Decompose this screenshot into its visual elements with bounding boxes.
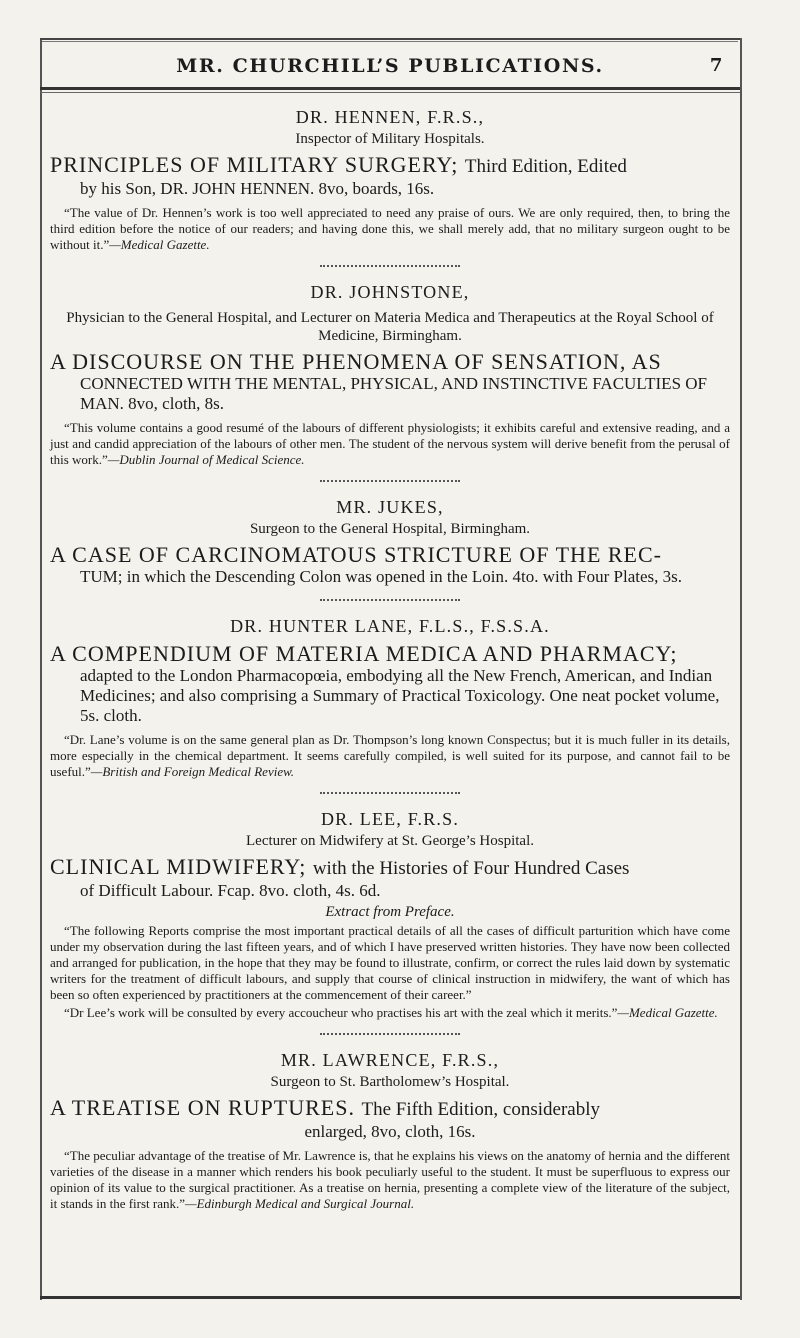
author-name: DR. HENNEN, F.R.S., (295, 107, 485, 127)
entry-hunter-lane (50, 615, 730, 780)
review-source: —Edinburgh Medical and Surgical Journal. (185, 1196, 415, 1211)
page-number: 7 (709, 55, 724, 76)
page-content (50, 106, 730, 1212)
author-name: MR. JUKES, (336, 497, 444, 517)
author-role: Physician to the General Hospital, and Lecturer on Materia Medica and Therapeutics at the Royal School of Medicine, Birmingham. (66, 310, 714, 344)
review-source: —British and Foreign Medical Review. (90, 764, 295, 779)
review-source: —Dublin Journal of Medical Science. (107, 452, 305, 467)
book-details: by his Son, DR. JOHN HENNEN. 8vo, boards, 16s. (80, 179, 435, 198)
book-details: of Difficult Labour. Fcap. 8vo. cloth, 4s. 6d. (80, 881, 381, 900)
title-tail: The Fifth Edition, considerably (361, 1099, 600, 1120)
entry-hennen (50, 106, 730, 253)
header-rule-thin (40, 92, 740, 93)
book-title: A TREATISE ON RUPTURES. The Fifth Edition, considerably (50, 1095, 600, 1120)
book-title: A CASE OF CARCINOMATOUS STRICTURE OF THE REC- (50, 542, 662, 567)
entry-johnstone (50, 281, 730, 468)
author-role: Inspector of Military Hospitals. (295, 131, 485, 147)
preface-heading: Extract from Preface. (325, 904, 455, 920)
author-name: DR. LEE, F.R.S. (320, 809, 460, 829)
author-role: Lecturer on Midwifery at St. George’s Hospital. (246, 833, 534, 849)
top-rule-thin (42, 41, 738, 42)
section-divider (320, 480, 460, 486)
running-header (40, 46, 740, 86)
review-quote: “This volume contains a good resumé of the labours of different physiologists; it exhibits careful and extensive reading, and a just and candid appreciation of the labours of other men. The student of the nervous system will derive benefit from the perusal of this work.”—Dublin Journal of Medical Science. (50, 420, 730, 467)
author-role: Surgeon to the General Hospital, Birmingham. (249, 521, 531, 537)
title-tail: Third Edition, Edited (464, 156, 627, 177)
header-title: MR. CHURCHILL’S PUBLICATIONS. (176, 55, 604, 77)
section-divider (320, 1033, 460, 1039)
review-source: —Medical Gazette. (617, 1005, 718, 1020)
book-details: enlarged, 8vo, cloth, 16s. (304, 1122, 476, 1141)
entry-lee (50, 808, 730, 1021)
preface-quote: “The following Reports comprise the most important practical details of all the cases of difficult parturition which have come under my observation during the last fifteen years, and of which I have preserved written histories. They have now been collected and arranged for publication, in the hope that they may be found to illustrate, confirm, or correct the rules laid down by systematic writers for the treatment of difficult labours, and supply that course of clinical instruction in midwifery, the want of which has been so often experienced by practitioners at the commencement of their career.” (50, 923, 730, 1002)
author-name: DR. HUNTER LANE, F.L.S., F.S.S.A. (230, 616, 550, 636)
review-source: —Medical Gazette. (109, 237, 210, 252)
review-quote: “The peculiar advantage of the treatise of Mr. Lawrence is, that he explains his views on the anatomy of hernia and the different varieties of the disease in a manner which renders his book peculiarly useful to the student. It must be superfluous to express our opinion of its value to the surgical practitioner. As a treatise on hernia, presenting a complete view of the literature of the subject, it stands in the first rank.”—Edinburgh Medical and Surgical Journal. (50, 1148, 730, 1211)
entry-jukes (50, 496, 730, 587)
book-title: A DISCOURSE ON THE PHENOMENA OF SENSATION, AS (50, 349, 662, 374)
book-title: PRINCIPLES OF MILITARY SURGERY; Third Edition, Edited (50, 152, 627, 177)
header-rule (40, 87, 740, 90)
title-tail: with the Histories of Four Hundred Cases (312, 858, 630, 879)
section-divider (320, 792, 460, 798)
author-name: MR. LAWRENCE, F.R.S., (280, 1050, 500, 1070)
book-details: TUM; in which the Descending Colon was opened in the Loin. 4to. with Four Plates, 3s. (80, 567, 683, 586)
book-title: CLINICAL MIDWIFERY; with the Histories of Four Hundred Cases (50, 854, 630, 879)
review-quote: “Dr Lee’s work will be consulted by every accoucheur who practises his art with the zeal which it merits.”—Medical Gazette. (64, 1005, 718, 1020)
author-name: DR. JOHNSTONE, (310, 282, 470, 302)
entry-lawrence (50, 1049, 730, 1212)
bottom-rule (40, 1296, 740, 1299)
top-rule (40, 38, 740, 40)
author-role: Surgeon to St. Bartholomew’s Hospital. (270, 1074, 510, 1090)
book-details: CONNECTED WITH THE MENTAL, PHYSICAL, AND INSTINCTIVE FACULTIES OF MAN. 8vo, cloth, 8s. (80, 374, 707, 413)
section-divider (320, 599, 460, 605)
book-title: A COMPENDIUM OF MATERIA MEDICA AND PHARMACY; (50, 641, 678, 666)
book-details: adapted to the London Pharmacopœia, embodying all the New French, American, and Indian Medicines; and also comprising a Summary of Practical Toxicology. One neat pocket volume, 5s. cloth. (80, 666, 720, 725)
review-quote: “Dr. Lane’s volume is on the same general plan as Dr. Thompson’s long known Conspectus; but it is much fuller in its details, more especially in the chemical department. It seems carefully compiled, is well suited for its purpose, and cannot fail to be useful.”—British and Foreign Medical Review. (50, 732, 730, 779)
section-divider (320, 265, 460, 271)
review-quote: “The value of Dr. Hennen’s work is too well appreciated to need any praise of ours. We are only required, then, to bring the third edition before the notice of our readers; and having done this, we shall merely add, that no military surgeon ought to be without it.”—Medical Gazette. (50, 205, 730, 252)
